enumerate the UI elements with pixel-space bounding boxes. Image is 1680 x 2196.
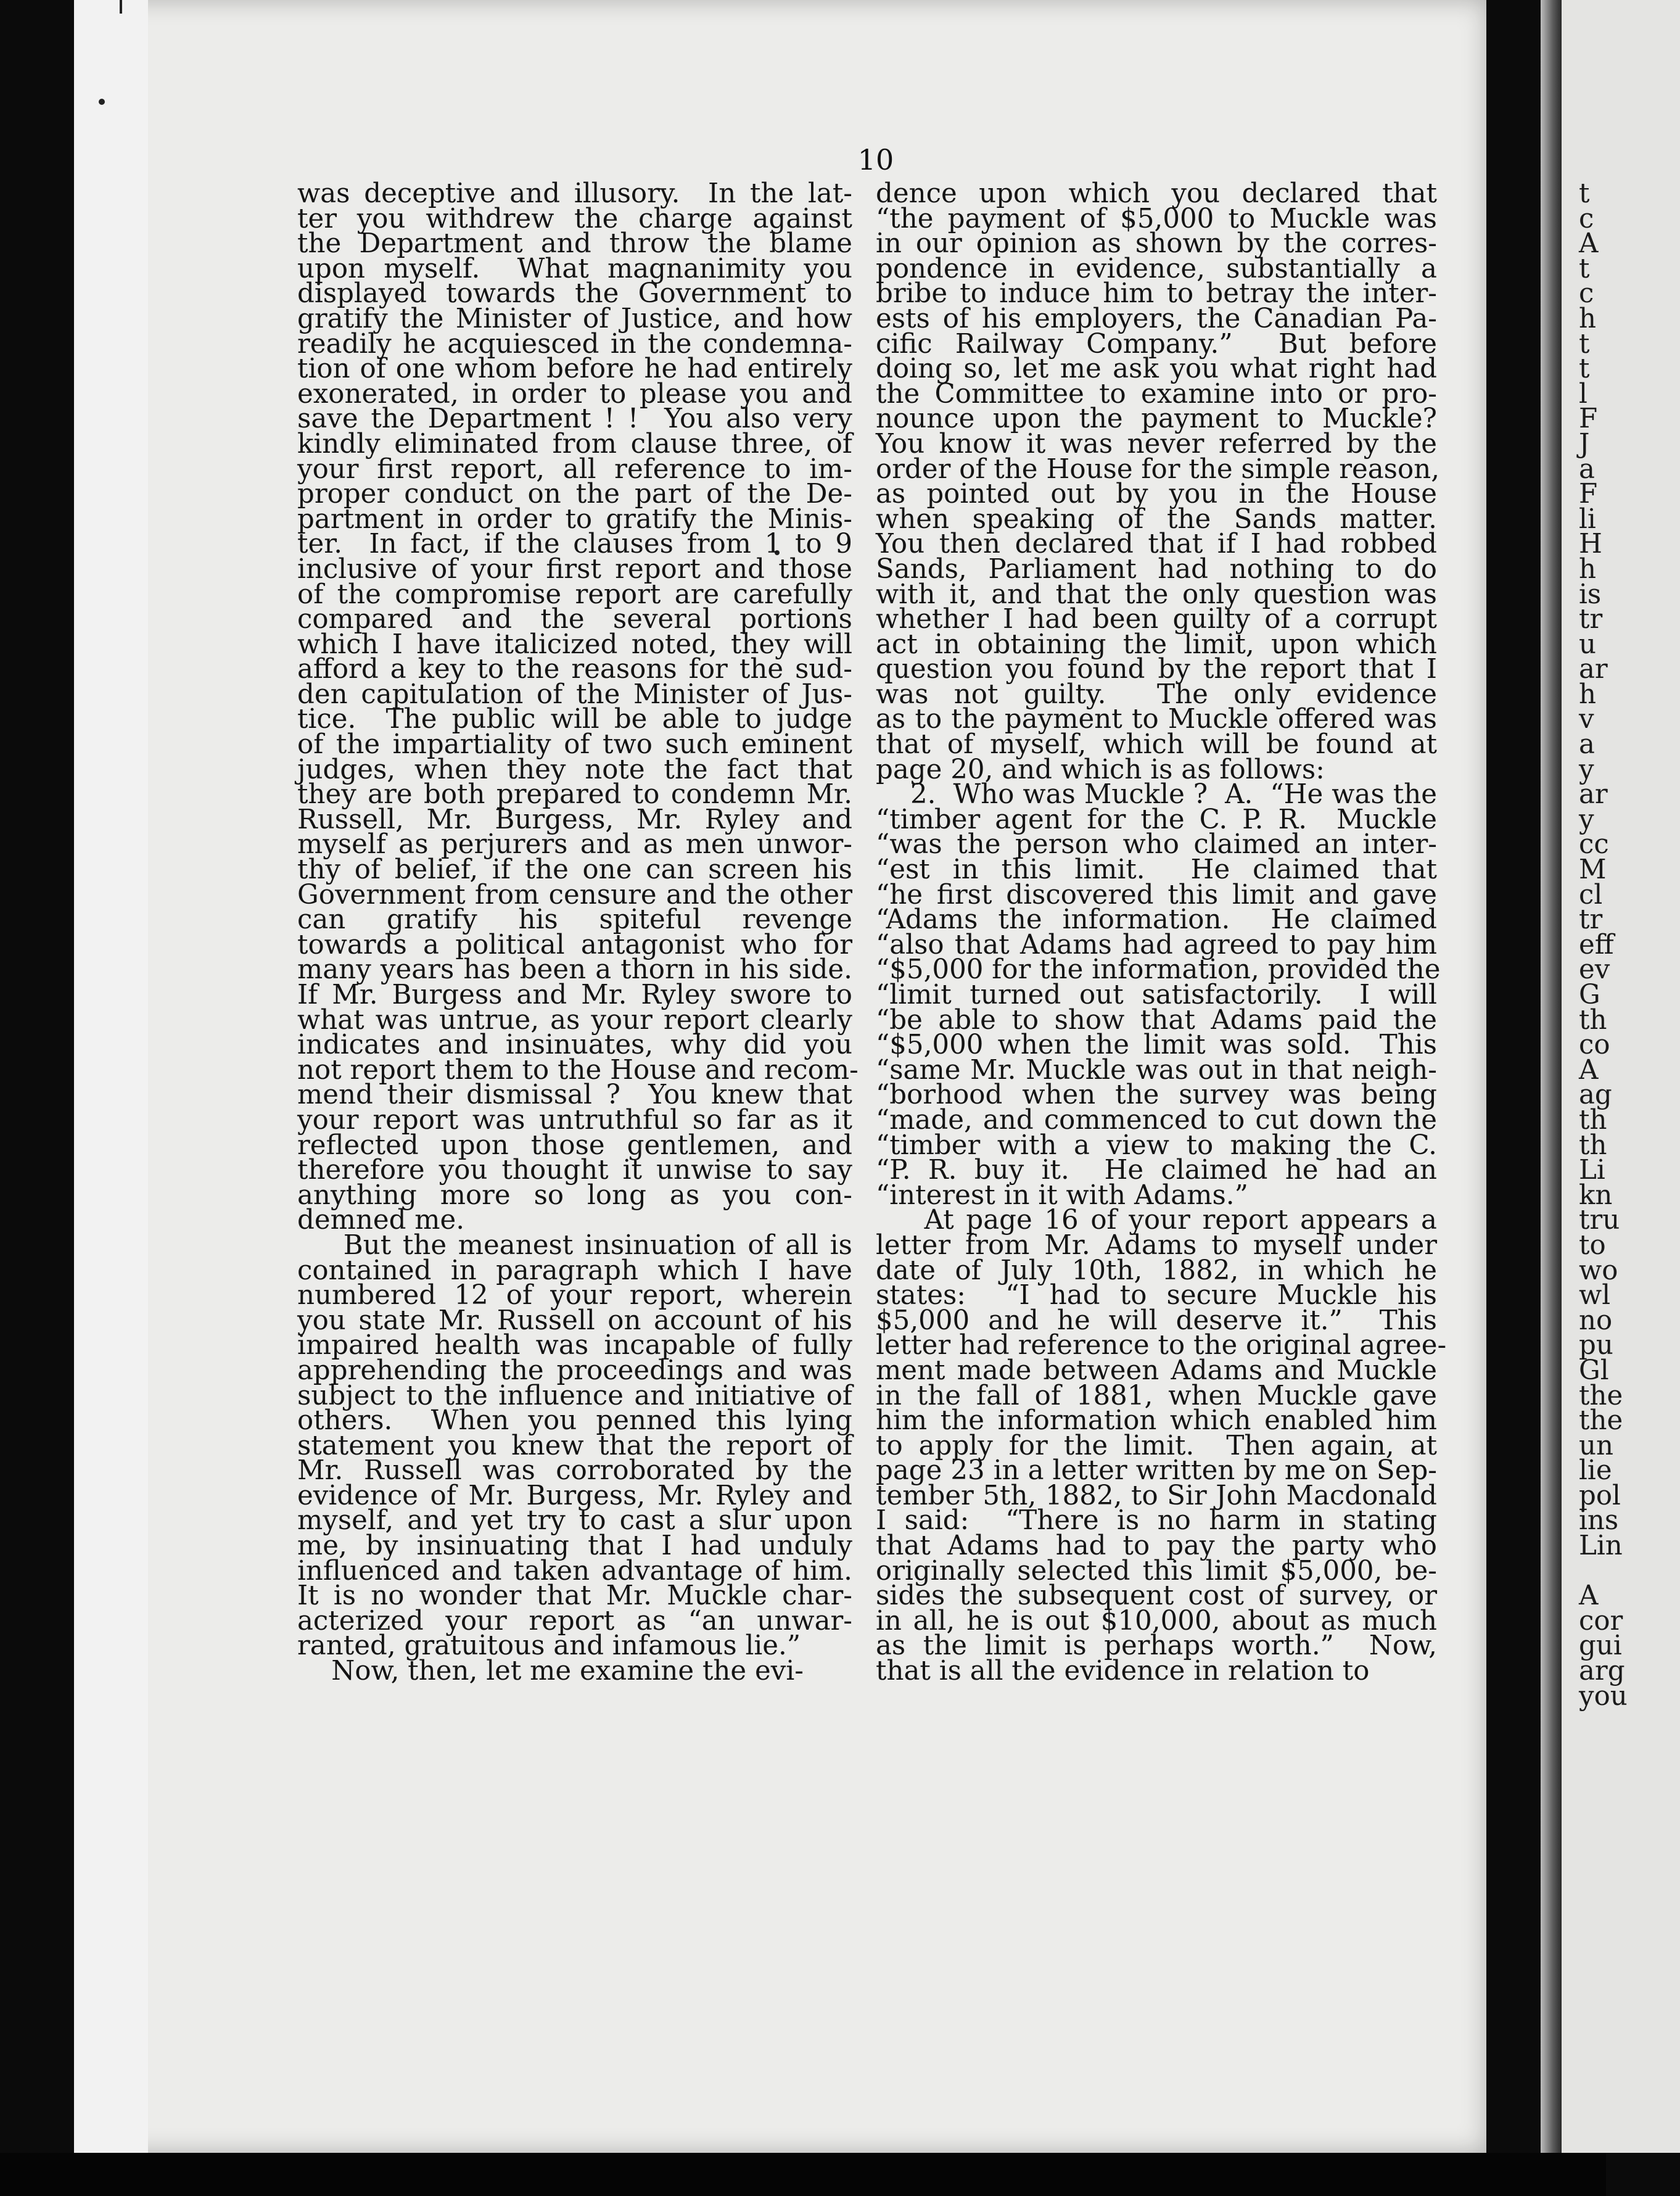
- adjacent-page-fragment: arg: [1579, 1656, 1625, 1687]
- text-line: afford a key to the reasons for the sud-: [297, 654, 852, 685]
- text-line: proper conduct on the part of the De-: [297, 479, 852, 510]
- adjacent-page-fragment: u: [1579, 629, 1597, 660]
- text-line: your report was untruthful so far as it: [297, 1104, 852, 1136]
- text-line: ment made between Adams and Muckle: [876, 1355, 1437, 1386]
- adjacent-page-edge: [1562, 0, 1680, 2153]
- text-line: You know it was never referred by the: [876, 428, 1437, 460]
- adjacent-page-fragment: ins: [1579, 1505, 1619, 1537]
- text-line: mend their dismissal ? You knew that: [297, 1079, 852, 1111]
- text-line: order of the House for the simple reason,: [876, 453, 1440, 485]
- text-line: impaired health was incapable of fully: [297, 1330, 852, 1361]
- text-line: when speaking of the Sands matter.: [876, 503, 1437, 535]
- adjacent-page-fragment: t: [1579, 328, 1590, 360]
- text-line: exonerated, in order to please you and: [297, 378, 852, 410]
- right-text-column: [876, 178, 1447, 1687]
- text-line: nounce upon the payment to Muckle?: [876, 403, 1437, 435]
- text-line: compared and the several portions: [297, 604, 852, 635]
- adjacent-page-fragment: the: [1579, 1405, 1623, 1437]
- text-line: kindly eliminated from clause three, of: [297, 428, 852, 460]
- adjacent-page-fragment: no: [1579, 1305, 1613, 1336]
- text-line: in the fall of 1881, when Muckle gave: [876, 1380, 1437, 1411]
- adjacent-page-fragment: h: [1579, 553, 1597, 585]
- text-line: demned me.: [297, 1205, 465, 1236]
- text-line: act in obtaining the limit, upon which: [876, 629, 1437, 660]
- adjacent-page-fragment: Lin: [1579, 1530, 1623, 1562]
- text-line: “the payment of $5,000 to Muckle was: [876, 203, 1437, 234]
- text-line: “Adams the information. He claimed: [876, 904, 1437, 936]
- text-line: towards a political antagonist who for: [297, 929, 852, 960]
- adjacent-page-fragment: F: [1579, 479, 1598, 510]
- adjacent-page-fragment: th: [1579, 1004, 1607, 1036]
- text-line: numbered 12 of your report, wherein: [297, 1280, 852, 1311]
- adjacent-page-fragment: cl: [1579, 879, 1603, 910]
- text-line: apprehending the proceedings and was: [297, 1355, 852, 1386]
- text-line: doing so, let me ask you what right had: [876, 353, 1437, 385]
- text-line: inclusive of your first report and those: [297, 553, 852, 585]
- text-line: $5,000 and he will deserve it.” This: [876, 1305, 1437, 1336]
- text-line: therefore you thought it unwise to say: [297, 1155, 852, 1186]
- text-line: tion of one whom before he had entirely: [297, 353, 852, 385]
- adjacent-page-fragment: th: [1579, 1104, 1607, 1136]
- adjacent-page-fragment: lie: [1579, 1455, 1612, 1487]
- text-line: bribe to induce him to betray the inter-: [876, 278, 1437, 310]
- text-line: letter had reference to the original agree-: [876, 1330, 1447, 1361]
- text-line: Government from censure and the other: [297, 879, 852, 910]
- text-line: influenced and taken advantage of him.: [297, 1555, 852, 1587]
- adjacent-page-fragment: J: [1579, 428, 1590, 460]
- adjacent-page-fragment: kn: [1579, 1179, 1613, 1211]
- adjacent-page-fragment: tr: [1579, 604, 1603, 635]
- text-line: “limit turned out satisfactorily. I will: [876, 980, 1437, 1010]
- text-line: that Adams had to pay the party who: [876, 1530, 1437, 1562]
- adjacent-page-fragment: th: [1579, 1129, 1607, 1161]
- adjacent-page-fragment: [1562, 1559, 1679, 1584]
- text-line: judges, when they note the fact that: [297, 754, 852, 785]
- adjacent-page-fragment: y: [1579, 804, 1594, 835]
- text-line: But the meanest insinuation of all is: [297, 1229, 852, 1261]
- adjacent-page-fragment: v: [1579, 704, 1594, 735]
- text-line: evidence of Mr. Burgess, Mr. Ryley and: [297, 1480, 852, 1511]
- text-line: acterized your report as “an unwar-: [297, 1605, 852, 1637]
- text-line: tice. The public will be able to judge: [297, 704, 852, 735]
- adjacent-page-fragment: t: [1579, 253, 1590, 284]
- text-line: in all, he is out $10,000, about as much: [876, 1605, 1437, 1637]
- text-line: myself, and yet try to cast a slur upon: [297, 1505, 852, 1537]
- page-number: 10: [857, 143, 894, 176]
- text-line: “P. R. buy it. He claimed he had an: [876, 1155, 1437, 1186]
- adjacent-page-fragment: tru: [1579, 1205, 1620, 1236]
- scan-dot-left: [99, 99, 105, 105]
- text-line: readily he acquiesced in the condemna-: [297, 328, 852, 360]
- text-line: myself as perjurers and as men unwor-: [297, 829, 852, 861]
- text-line: you state Mr. Russell on account of his: [297, 1305, 852, 1336]
- text-line: him the information which enabled him: [876, 1405, 1437, 1437]
- text-line: which I have italicized noted, they will: [297, 629, 852, 660]
- text-line: sides the subsequent cost of survey, or: [876, 1580, 1437, 1612]
- text-line: contained in paragraph which I have: [297, 1255, 852, 1286]
- text-line: whether I had been guilty of a corrupt: [876, 604, 1437, 635]
- text-line: the Department and throw the blame: [297, 228, 852, 260]
- scan-bottom-border: [0, 2153, 1606, 2196]
- adjacent-page-fragment: you: [1579, 1680, 1628, 1712]
- text-line: of the impartiality of two such eminent: [297, 729, 852, 761]
- text-line: If Mr. Burgess and Mr. Ryley swore to: [297, 980, 852, 1010]
- text-line: as pointed out by you in the House: [876, 479, 1437, 510]
- adjacent-page-fragment: Li: [1579, 1155, 1605, 1186]
- adjacent-page-fragment: l: [1579, 378, 1587, 410]
- binding-gutter-shadow: [1541, 0, 1562, 2153]
- text-line: “was the person who claimed an inter-: [876, 829, 1437, 861]
- text-line: they are both prepared to condemn Mr.: [297, 779, 852, 811]
- adjacent-page-fragment: li: [1579, 503, 1596, 535]
- text-line: subject to the influence and initiative of: [297, 1380, 852, 1411]
- adjacent-page-fragment: H: [1579, 529, 1602, 560]
- adjacent-page-fragment: pu: [1579, 1330, 1613, 1361]
- text-line: as to the payment to Muckle offered was: [876, 704, 1437, 735]
- text-line: It is no wonder that Mr. Muckle char-: [297, 1580, 852, 1612]
- text-line: ter you withdrew the charge against: [297, 203, 852, 234]
- page-left-margin: [74, 0, 148, 2153]
- adjacent-page-fragment: wo: [1579, 1255, 1618, 1286]
- adjacent-page-fragment: a: [1579, 729, 1595, 761]
- adjacent-page-fragment: t: [1579, 353, 1590, 385]
- text-line: partment in order to gratify the Minis-: [297, 503, 852, 535]
- text-line: “be able to show that Adams paid the: [876, 1004, 1437, 1036]
- text-line: that of myself, which will be found at: [876, 729, 1437, 761]
- text-line: “timber agent for the C. P. R. Muckle: [876, 804, 1437, 835]
- text-line: can gratify his spiteful revenge: [297, 904, 852, 936]
- adjacent-page-fragment: G: [1579, 980, 1600, 1010]
- adjacent-page-fragment: co: [1579, 1030, 1610, 1061]
- text-line: Mr. Russell was corroborated by the: [297, 1455, 852, 1487]
- adjacent-page-fragment: cc: [1579, 829, 1609, 861]
- text-line: reflected upon those gentlemen, and: [297, 1129, 852, 1161]
- text-line: states: “I had to secure Muckle his: [876, 1280, 1437, 1311]
- text-line: with it, and that the only question was: [876, 579, 1437, 610]
- adjacent-page-fragment: F: [1579, 403, 1598, 435]
- text-line: I said: “There is no harm in stating: [876, 1505, 1437, 1537]
- text-line: ter. In fact, if the clauses from 1 to 9: [297, 529, 852, 560]
- adjacent-page-fragment: h: [1579, 303, 1597, 334]
- adjacent-page-fragment: cor: [1579, 1605, 1623, 1637]
- text-line: me, by insinuating that I had unduly: [297, 1530, 852, 1562]
- adjacent-page-fragment: pol: [1579, 1480, 1621, 1511]
- text-line: the Committee to examine into or pro-: [876, 378, 1437, 410]
- text-line: 2. Who was Muckle ? A. “He was the: [876, 779, 1437, 811]
- adjacent-page-fragment: wl: [1579, 1280, 1611, 1311]
- text-line: others. When you penned this lying: [297, 1405, 852, 1437]
- text-line: upon myself. What magnanimity you: [297, 253, 852, 284]
- text-line: letter from Mr. Adams to myself under: [876, 1229, 1437, 1261]
- text-line: to apply for the limit. Then again, at: [876, 1430, 1437, 1461]
- text-line: save the Department ! ! You also very: [297, 403, 852, 435]
- text-line: gratify the Minister of Justice, and how: [297, 303, 852, 334]
- text-line: anything more so long as you con-: [297, 1179, 852, 1211]
- text-line: tember 5th, 1882, to Sir John Macdonald: [876, 1480, 1437, 1511]
- text-line: “also that Adams had agreed to pay him: [876, 929, 1437, 960]
- text-line: originally selected this limit $5,000, be-: [876, 1555, 1437, 1587]
- adjacent-page-fragment: tr: [1579, 904, 1603, 936]
- text-line: ranted, gratuitous and infamous lie.”: [297, 1630, 801, 1662]
- text-line: displayed towards the Government to: [297, 278, 852, 310]
- adjacent-page-fragment: A: [1579, 1054, 1599, 1086]
- text-line: many years has been a thorn in his side.: [297, 954, 852, 986]
- adjacent-page-fragment: ar: [1579, 779, 1608, 811]
- adjacent-page-fragment: c: [1579, 203, 1594, 234]
- adjacent-page-fragment: a: [1579, 453, 1595, 485]
- text-line: was not guilty. The only evidence: [876, 679, 1437, 710]
- scan-mark-top: [120, 0, 122, 14]
- text-line: “interest in it with Adams.”: [876, 1179, 1248, 1211]
- text-line: question you found by the report that I: [876, 654, 1437, 685]
- text-line: “made, and commenced to cut down the: [876, 1104, 1437, 1136]
- adjacent-page-fragment: to: [1579, 1229, 1606, 1261]
- text-line: not report them to the House and recom-: [297, 1054, 859, 1086]
- text-line: Russell, Mr. Burgess, Mr. Ryley and: [297, 804, 852, 835]
- text-line: “same Mr. Muckle was out in that neigh-: [876, 1054, 1437, 1086]
- text-line: Sands, Parliament had nothing to do: [876, 553, 1437, 585]
- text-line: date of July 10th, 1882, in which he: [876, 1255, 1437, 1286]
- left-text-column: [297, 178, 859, 1687]
- text-line: “borhood when the survey was being: [876, 1079, 1437, 1111]
- adjacent-page-fragment: t: [1579, 178, 1590, 209]
- text-line: of the compromise report are carefully: [297, 579, 852, 610]
- text-line: Now, then, let me examine the evi-: [297, 1656, 804, 1687]
- adjacent-page-fragment: ev: [1579, 954, 1610, 986]
- text-line: page 20, and which is as follows:: [876, 754, 1325, 785]
- text-line: “timber with a view to making the C.: [876, 1129, 1437, 1161]
- adjacent-page-fragment: un: [1579, 1430, 1614, 1461]
- adjacent-page-text: [1562, 178, 1679, 1712]
- document-page: [74, 0, 1628, 2153]
- text-line: You then declared that if I had robbed: [876, 529, 1437, 560]
- text-line: indicates and insinuates, why did you: [297, 1030, 852, 1061]
- adjacent-page-fragment: Gl: [1579, 1355, 1609, 1386]
- text-line: den capitulation of the Minister of Jus-: [297, 679, 852, 710]
- adjacent-page-fragment: M: [1579, 854, 1607, 886]
- text-line: that is all the evidence in relation to: [876, 1656, 1370, 1687]
- adjacent-page-fragment: the: [1579, 1380, 1623, 1411]
- text-line: dence upon which you declared that: [876, 178, 1437, 209]
- text-line: “$5,000 when the limit was sold. This: [876, 1030, 1437, 1061]
- adjacent-page-fragment: h: [1579, 679, 1597, 710]
- text-line: “he first discovered this limit and gave: [876, 879, 1437, 910]
- adjacent-page-fragment: y: [1579, 754, 1594, 785]
- text-line: as the limit is perhaps worth.” Now,: [876, 1630, 1437, 1662]
- text-line: “est in this limit. He claimed that: [876, 854, 1437, 886]
- text-line: cific Railway Company.” But before: [876, 328, 1437, 360]
- adjacent-page-fragment: A: [1579, 1580, 1599, 1612]
- text-line: thy of belief, if the one can screen his: [297, 854, 852, 886]
- text-line: pondence in evidence, substantially a: [876, 253, 1437, 284]
- adjacent-page-fragment: c: [1579, 278, 1594, 310]
- adjacent-page-fragment: is: [1579, 579, 1602, 610]
- text-line: was deceptive and illusory. In the lat-: [297, 178, 852, 209]
- text-line: what was untrue, as your report clearly: [297, 1004, 852, 1036]
- text-line: “$5,000 for the information, provided the: [876, 954, 1441, 986]
- text-line: ests of his employers, the Canadian Pa-: [876, 303, 1437, 334]
- adjacent-page-fragment: ar: [1579, 654, 1608, 685]
- text-line: your first report, all reference to im-: [297, 453, 852, 485]
- adjacent-page-fragment: A: [1579, 228, 1599, 260]
- text-line: At page 16 of your report appears a: [876, 1205, 1437, 1236]
- text-line: page 23 in a letter written by me on Sep-: [876, 1455, 1437, 1487]
- text-line: in our opinion as shown by the corres-: [876, 228, 1437, 260]
- adjacent-page-fragment: gui: [1579, 1630, 1622, 1662]
- adjacent-page-fragment: ag: [1579, 1079, 1612, 1111]
- adjacent-page-fragment: eff: [1579, 929, 1614, 960]
- text-line: statement you knew that the report of: [297, 1430, 852, 1461]
